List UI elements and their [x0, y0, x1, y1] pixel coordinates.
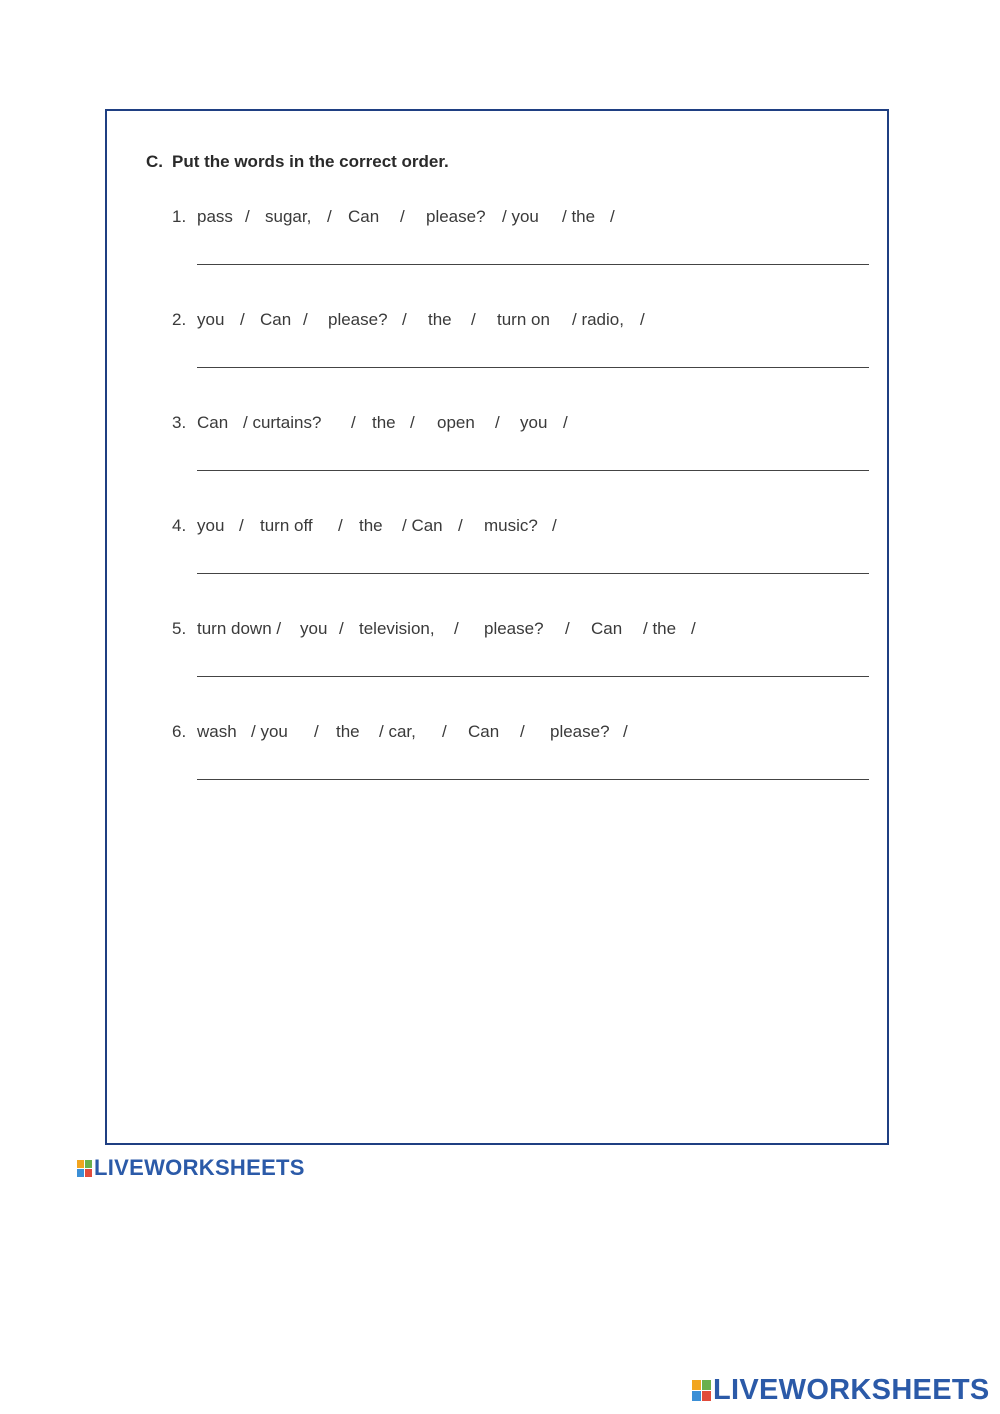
scrambled-word: you [197, 310, 225, 329]
question-number: 3. [172, 413, 187, 432]
scrambled-word: please? [550, 722, 610, 741]
scrambled-word: you [197, 516, 225, 535]
word-separator: / [471, 310, 476, 329]
scrambled-word: please? [426, 207, 486, 226]
brand-text-large: LIVEWORKSHEETS [713, 1374, 990, 1406]
question-number: 4. [172, 516, 187, 535]
scrambled-word: please? [328, 310, 388, 329]
answer-line[interactable] [197, 779, 869, 780]
word-separator: / [495, 413, 500, 432]
scrambled-word: the [336, 722, 360, 741]
scrambled-word: Can [260, 310, 292, 329]
word-separator: / [338, 516, 343, 535]
word-separator: / [314, 722, 319, 741]
brand-logo-small [77, 1155, 305, 1181]
answer-line[interactable] [197, 676, 869, 677]
word-separator: / [245, 207, 250, 226]
brand-grid-icon [77, 1160, 92, 1177]
word-separator: / [240, 310, 245, 329]
word-separator: / [563, 413, 568, 432]
scrambled-word: the [359, 516, 383, 535]
scrambled-word: pass [197, 207, 233, 226]
scrambled-word: television, [359, 619, 435, 638]
scrambled-word: music? [484, 516, 538, 535]
word-separator: / [351, 413, 356, 432]
scrambled-word: Can [348, 207, 380, 226]
word-separator: / [610, 207, 615, 226]
question-number: 2. [172, 310, 187, 329]
section-heading [146, 152, 449, 172]
answer-line[interactable] [197, 367, 869, 368]
word-separator: / [623, 722, 628, 741]
scrambled-word: turn off [260, 516, 313, 535]
scrambled-word: please? [484, 619, 544, 638]
word-separator: / [303, 310, 308, 329]
scrambled-word: Can [591, 619, 623, 638]
answer-line[interactable] [197, 573, 869, 574]
word-separator: / [400, 207, 405, 226]
question-number: 5. [172, 619, 187, 638]
question-item [0, 413, 1000, 503]
scrambled-word: wash [197, 722, 237, 741]
question-number: 6. [172, 722, 187, 741]
scrambled-word: turn on [497, 310, 550, 329]
scrambled-word: the [428, 310, 452, 329]
scrambled-word: / you [502, 207, 539, 226]
scrambled-word: / the [562, 207, 596, 226]
scrambled-word: you [300, 619, 328, 638]
scrambled-word: you [520, 413, 548, 432]
word-separator: / [454, 619, 459, 638]
question-item [0, 207, 1000, 297]
scrambled-word: sugar, [265, 207, 312, 226]
word-separator: / [327, 207, 332, 226]
scrambled-word: / radio, [572, 310, 624, 329]
question-item [0, 310, 1000, 400]
question-item [0, 722, 1000, 812]
scrambled-word: the [372, 413, 396, 432]
brand-grid-icon [692, 1380, 711, 1401]
scrambled-word: / the [643, 619, 677, 638]
question-item [0, 619, 1000, 709]
word-separator: / [339, 619, 344, 638]
word-separator: / [442, 722, 447, 741]
word-separator: / [565, 619, 570, 638]
brand-logo-large [692, 1374, 990, 1407]
section-letter: C. [146, 152, 163, 171]
scrambled-word: turn down / [197, 619, 282, 638]
brand-text-small: LIVEWORKSHEETS [94, 1155, 305, 1180]
scrambled-word: Can [468, 722, 500, 741]
scrambled-word: / curtains? [243, 413, 322, 432]
scrambled-word: / Can [402, 516, 443, 535]
question-number: 1. [172, 207, 187, 226]
question-item [0, 516, 1000, 606]
word-separator: / [552, 516, 557, 535]
scrambled-word: / car, [379, 722, 416, 741]
scrambled-word: / you [251, 722, 288, 741]
section-instruction: Put the words in the correct order. [172, 152, 449, 171]
word-separator: / [691, 619, 696, 638]
word-separator: / [402, 310, 407, 329]
word-separator: / [520, 722, 525, 741]
word-separator: / [410, 413, 415, 432]
scrambled-word: Can [197, 413, 229, 432]
word-separator: / [239, 516, 244, 535]
answer-line[interactable] [197, 470, 869, 471]
word-separator: / [640, 310, 645, 329]
scrambled-word: open [437, 413, 475, 432]
answer-line[interactable] [197, 264, 869, 265]
word-separator: / [458, 516, 463, 535]
